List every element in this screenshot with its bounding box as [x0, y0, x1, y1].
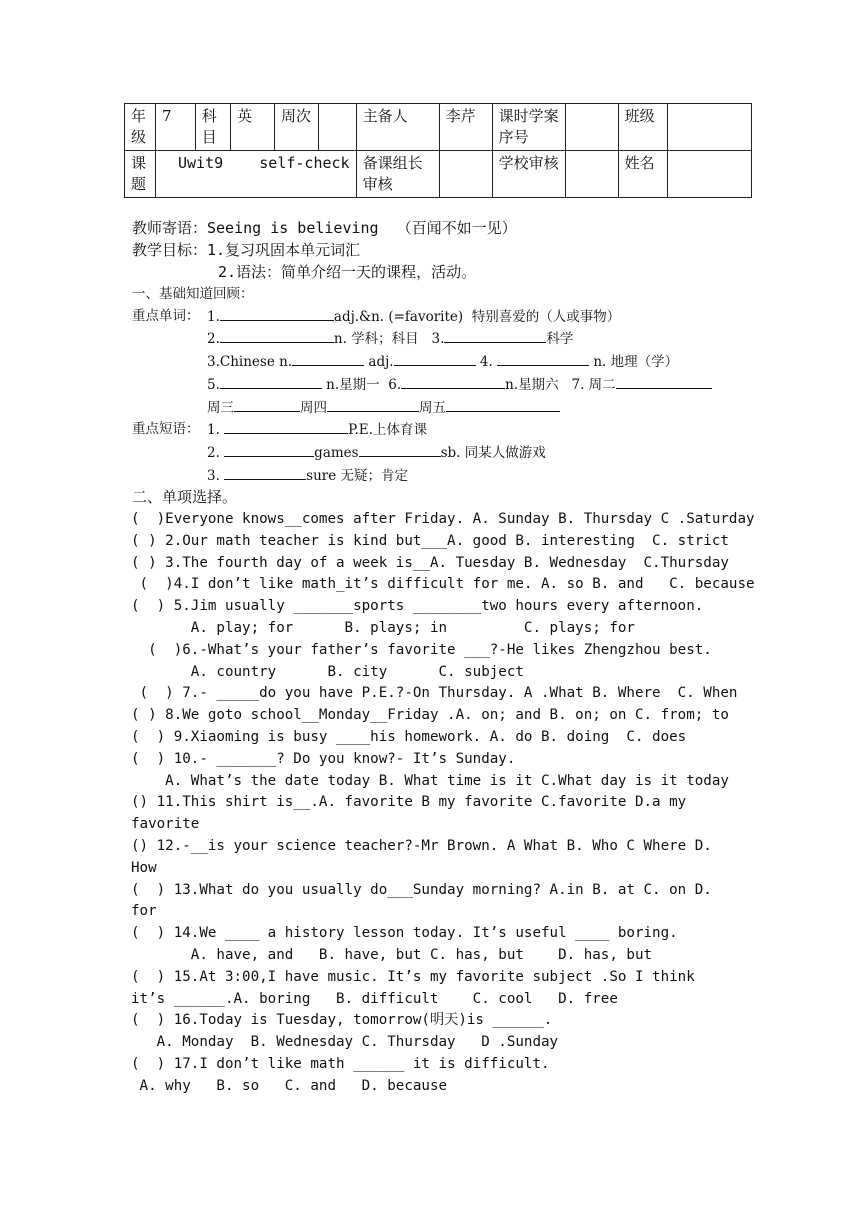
question-line: ( ) 8.We goto school__Monday__Friday .A. on; and B. on; on C. from; to — [131, 707, 729, 724]
phrase-line-1: 1. P.E.上体育课 — [207, 419, 427, 440]
cell-subject-label: 科目 — [195, 104, 230, 151]
key-phrases-label: 重点短语： — [132, 421, 200, 437]
question-line: ( ) 16.Today is Tuesday, tomorrow(明天)is ______. — [131, 1012, 553, 1029]
question-line: ( ) 5.Jim usually _______sports ________two hours every afternoon. — [131, 598, 704, 615]
cell-school-review-value — [565, 151, 618, 198]
question-line: ( ) 10.- _______? Do you know?- It’s Sunday. — [131, 750, 516, 767]
question-line: A. country B. city C. subject — [131, 663, 524, 680]
phrase-line-2: 2. games sb. 同某人做游戏 — [207, 442, 546, 463]
question-line: A. have, and B. have, but C. has, but D. has, but — [131, 947, 653, 963]
question-line: A. What’s the date today B. What time is it C.What day is it today — [131, 772, 729, 789]
cell-class-label: 班级 — [618, 104, 667, 151]
question-line: ( ) 15.At 3:00,I have music. It’s my favorite subject .So I think — [131, 968, 695, 985]
teacher-motto: 教师寄语：Seeing is believing （百闻不如一见） — [132, 219, 517, 237]
question-line: ( ) 3.The fourth day of a week is__A. Tuesday B. Wednesday C.Thursday — [131, 554, 729, 571]
section-2-heading: 二、单项选择。 — [132, 488, 238, 506]
cell-class-value — [667, 104, 751, 151]
teaching-goal-2: 2.语法：简单介绍一天的课程，活动。 — [218, 263, 477, 281]
question-line: ( )4.I don’t like math_it’s difficult for me. A. so B. and C. because — [131, 576, 755, 593]
question-line: A. why B. so C. and D. because — [131, 1077, 448, 1094]
cell-topic-label: 课题 — [125, 151, 156, 198]
cell-week-value — [319, 104, 357, 151]
cell-subject-value: 英 — [231, 104, 275, 151]
cell-name-value — [667, 151, 751, 198]
question-line: () 11.This shirt is__.A. favorite B my favorite C.favorite D.a my — [131, 794, 687, 811]
question-line: How — [131, 859, 157, 876]
word-line-2: 2. n. 学科；科目 3. 科学 — [207, 328, 573, 349]
header-table — [124, 103, 752, 198]
question-line: ( ) 17.I don’t like math ______ it is difficult. — [131, 1056, 550, 1072]
cell-preparer-label: 主备人 — [356, 104, 439, 151]
word-line-4: 5. n.星期一 6. n.星期六 7. 周二 — [207, 374, 712, 395]
cell-group-review-label: 备课组长审核 — [356, 151, 439, 198]
question-line: ( ) 13.What do you usually do___Sunday morning? A.in B. at C. on D. — [131, 881, 712, 898]
cell-group-review-value — [439, 151, 492, 198]
question-line: favorite — [131, 816, 200, 833]
question-line: it’s ______.A. boring B. difficult C. cool D. free — [131, 990, 618, 1007]
question-line: ( ) 14.We ____ a history lesson today. It’s useful ____ boring. — [131, 925, 678, 942]
word-line-5: 周三 周四 周五 — [207, 397, 560, 418]
question-line: A. Monday B. Wednesday C. Thursday D .Sunday — [131, 1034, 559, 1051]
cell-lesson-no-value — [565, 104, 618, 151]
cell-lesson-no-label: 课时学案序号 — [492, 104, 565, 151]
word-line-3: 3.Chinese n. adj. 4. n. 地理（学） — [207, 351, 678, 372]
question-line: ( )Everyone knows__comes after Friday. A. Sunday B. Thursday C .Saturday — [131, 511, 755, 527]
question-line: ( ) 9.Xiaoming is busy ____his homework. A. do B. doing C. does — [131, 729, 687, 745]
phrase-line-3: 3. sure 无疑；肯定 — [207, 465, 408, 486]
question-line: for — [131, 903, 157, 920]
cell-school-review-label: 学校审核 — [492, 151, 565, 198]
question-line: ( ) 7.- _____do you have P.E.?-On Thursday. A .What B. Where C. When — [131, 685, 738, 702]
cell-week-label: 周次 — [275, 104, 319, 151]
question-line: A. play; for B. plays; in C. plays; for — [131, 620, 635, 636]
key-words-label: 重点单词： — [132, 308, 200, 324]
teaching-goal-1: 教学目标：1.复习巩固本单元词汇 — [132, 241, 361, 259]
cell-grade-value: 7 — [156, 104, 196, 151]
question-line: ( ) 2.Our math teacher is kind but___A. good B. interesting C. strict — [131, 532, 729, 549]
question-line: () 12.-__is your science teacher?-Mr Brown. A What B. Who C Where D. — [131, 838, 712, 854]
cell-name-label: 姓名 — [618, 151, 667, 198]
word-line-1: 1. adj.&n. (=favorite) 特别喜爱的（人或事物） — [207, 306, 620, 327]
cell-preparer-value: 李芹 — [439, 104, 492, 151]
section-1-heading: 一、基础知道回顾： — [132, 286, 254, 302]
question-line: ( )6.-What’s your father’s favorite ___?-He likes Zhengzhou best. — [131, 641, 712, 658]
cell-grade-label: 年级 — [125, 104, 156, 151]
cell-topic-value: Uwit9 self-check — [156, 151, 357, 198]
